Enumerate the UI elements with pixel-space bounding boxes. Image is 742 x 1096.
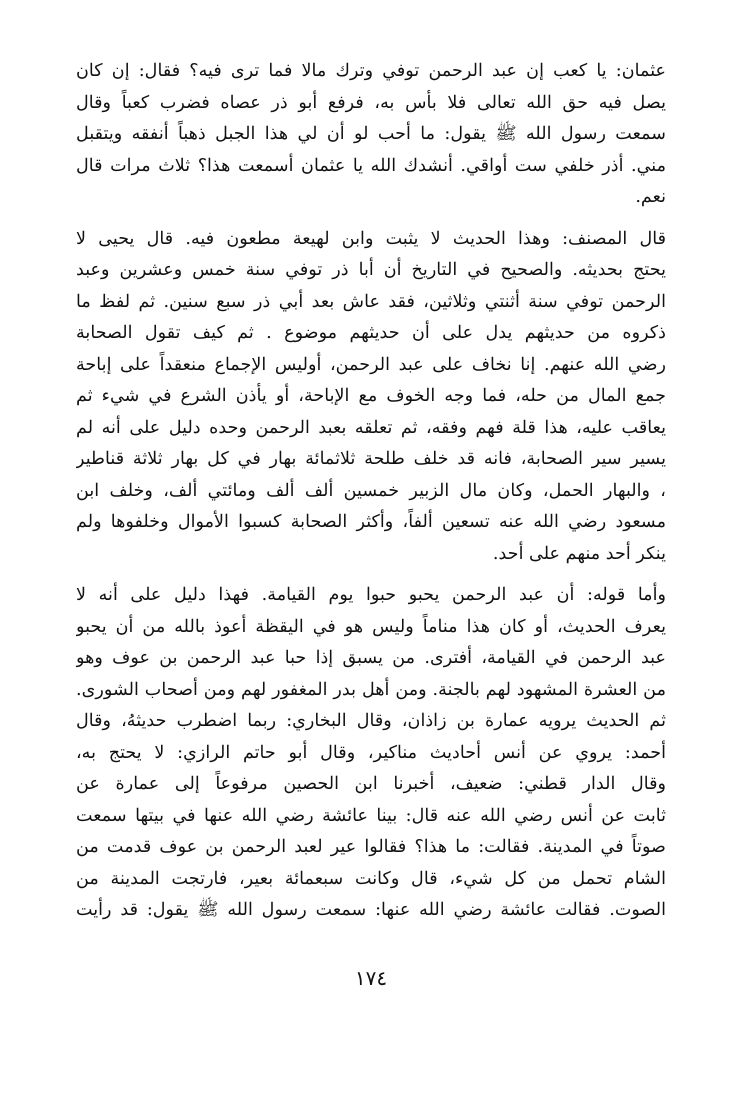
text-line: ، والبهار الحمل، وكان مال الزبير خمسين ألف ألف ومائتي ألف، وخلف ابن (76, 480, 666, 501)
text-line: صوتاً في المدينة. فقالت: ما هذا؟ فقالوا عير لعبد الرحمن بن عوف قدمت من (76, 837, 666, 857)
paragraph-1 (76, 56, 666, 214)
text-line: الصوت. فقالت عائشة رضي الله عنها: سمعت رسول الله ﷺ يقول: قد رأيت (76, 900, 666, 920)
text-line: قال المصنف: وهذا الحديث لا يثبت وابن لهيعة مطعون فيه. قال يحيى لا (76, 228, 666, 249)
text-line: نعم. (635, 187, 666, 207)
text-line: سمعت رسول الله ﷺ يقول: ما أحب لو أن لي هذا الجبل ذهباً أنفقه ويتقبل (76, 124, 666, 144)
text-line: يحتج بحديثه. والصحيح في التاريخ أن أبا ذر توفي سنة خمس وعشرين وعبد (76, 260, 666, 280)
text-line: وأما قوله: أن عبد الرحمن يحبو حبوا يوم القيامة. فهذا دليل على أنه لا (76, 585, 666, 605)
text-line: عثمان: يا كعب إن عبد الرحمن توفي وترك مالا فما ترى فيه؟ فقال: إن كان (76, 61, 666, 81)
text-line: عبد الرحمن في القيامة، أفترى. من يسبق إذا حبا عبد الرحمن بن عوف وهو (76, 648, 666, 668)
text-line: جمع المال من حله، فما وجه الخوف مع الإباحة، أو يأذن الشرع في شيء ثم (76, 386, 666, 406)
paragraph-2 (76, 224, 666, 571)
text-line: الشام تحمل من كل شيء، قال وكانت سبعمائة بعير، فارتجت المدينة من (76, 868, 666, 889)
text-line: ذكروه من حديثهم يدل على أن حديثهم موضوع . ثم كيف تقول الصحابة (76, 323, 666, 343)
text-line: ينكر أحد منهم على أحد. (492, 543, 666, 564)
text-line: مني. أذر خلفي ست أواقي. أنشدك الله يا عثمان أسمعت هذا؟ ثلاث مرات قال (76, 155, 666, 176)
text-line: وقال الدار قطني: ضعيف، أخبرنا ابن الحصين مرفوعاً إلى عمارة عن (76, 774, 666, 794)
paragraph-spacer (76, 214, 666, 224)
text-line: من العشرة المشهود لهم بالجنة. ومن أهل بدر المغفور لهم ومن أصحاب الشورى. (76, 679, 666, 700)
text-line: أحمد: يروي عن أنس أحاديث مناكير، وقال أبو حاتم الرازي: لا يحتج به، (76, 742, 666, 763)
text-line: يصل فيه حق الله تعالى فلا بأس به، فرفع أبو ذر عصاه فضرب كعباً وقال (76, 92, 666, 113)
text-line: الرحمن توفي سنة أثنتي وثلاثين، فقد عاش بعد أبي ذر سبع سنين. ثم لفظ ما (76, 291, 666, 312)
text-line: يسير سير الصحابة، فانه قد خلف طلحة ثلاثمائة بهار في كل بهار ثلاثة قناطير (76, 449, 666, 469)
page-body (76, 56, 666, 927)
paragraph-spacer (76, 570, 666, 580)
paragraph-3 (76, 580, 666, 927)
text-line: يعرف الحديث، أو كان هذا مناماً وليس هو في اليقظة أعوذ بالله من أن يحبو (76, 616, 666, 637)
text-line: يعاقب عليه، هذا قلة فهم وفقه، ثم تعلقه بعبد الرحمن وحده دليل على أنه لم (76, 417, 666, 438)
text-line: ثم الحديث يرويه عمارة بن زاذان، وقال البخاري: ربما اضطرب حديثهُ، وقال (76, 711, 666, 731)
text-line: ثابت عن أنس رضي الله عنه قال: بينا عائشة رضي الله عنها في بيتها سمعت (76, 805, 666, 826)
text-line: رضي الله عنهم. إنا نخاف على عبد الرحمن، أوليس الإجماع منعقداً على إباحة (76, 354, 666, 375)
page-number: ١٧٤ (354, 966, 388, 990)
text-line: مسعود رضي الله عنه تسعين ألفاً، وأكثر الصحابة كسبوا الأموال وخلفوها ولم (76, 512, 666, 532)
